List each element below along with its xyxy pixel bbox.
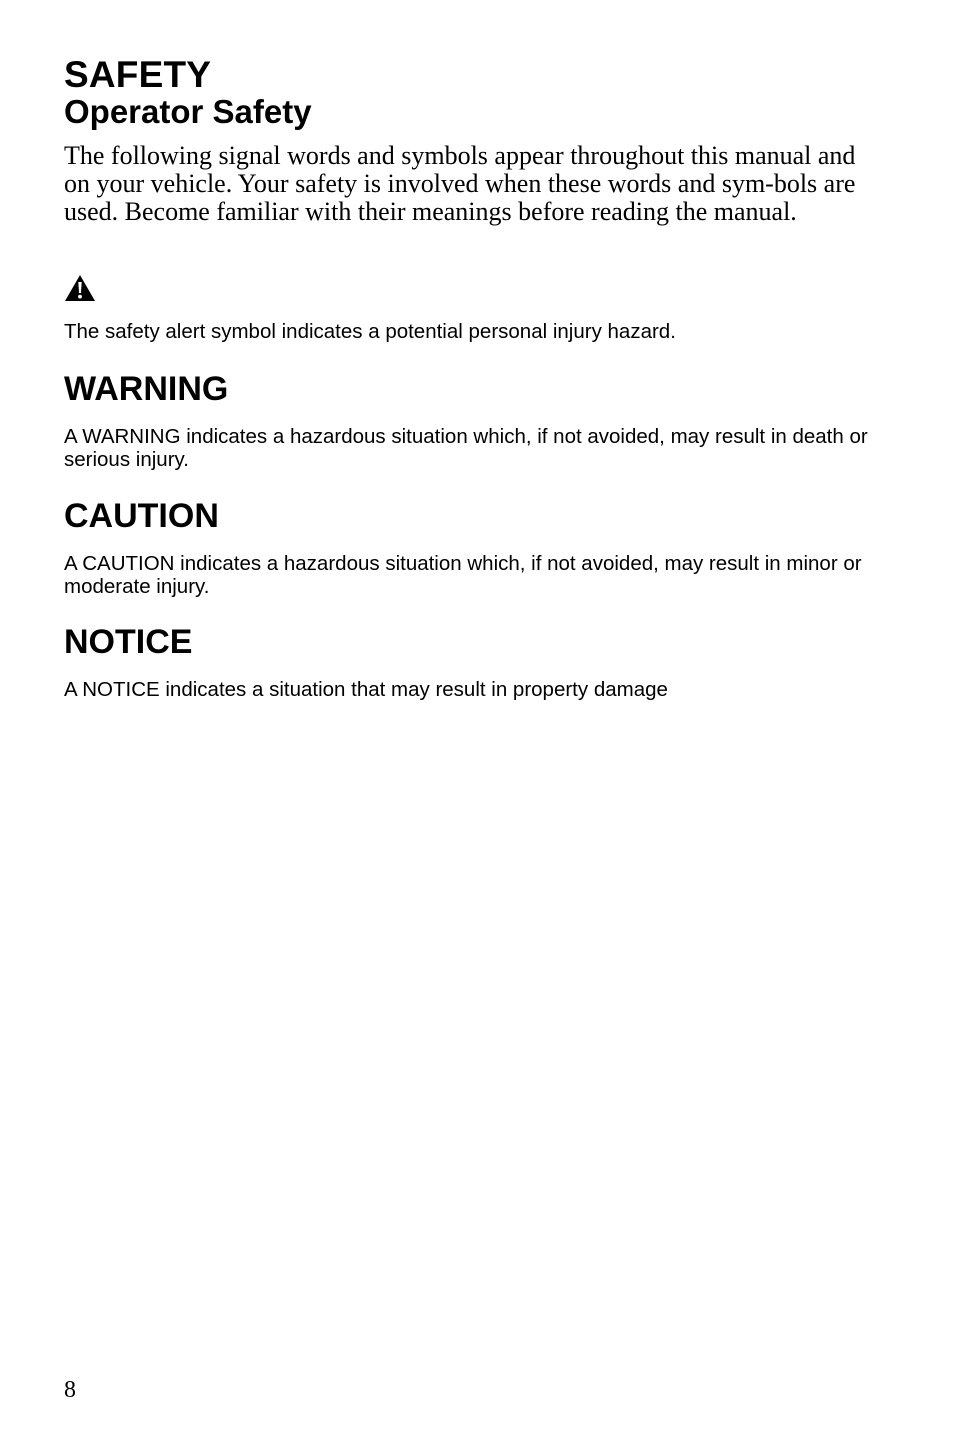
warning-description: A WARNING indicates a hazardous situation which, if not avoided, may result in death or serious injury.	[64, 425, 868, 471]
manual-page	[64, 0, 884, 1454]
warning-heading: WARNING	[64, 370, 229, 408]
section-subtitle: Operator Safety	[64, 93, 312, 130]
notice-heading: NOTICE	[64, 623, 193, 661]
page-number: 8	[64, 1377, 76, 1403]
page-title: SAFETY	[64, 54, 212, 95]
notice-description: A NOTICE indicates a situation that may result in property damage	[64, 678, 668, 701]
safety-alert-triangle-icon	[64, 274, 96, 302]
caution-description: A CAUTION indicates a hazardous situation which, if not avoided, may result in minor or moderate injury.	[64, 552, 862, 598]
intro-paragraph: The following signal words and symbols appear throughout this manual and on your vehicle. Your safety is involved when these words and sym-bols are used. Become familiar with their meanings before reading the manual.	[64, 141, 856, 226]
alert-symbol-description: The safety alert symbol indicates a potential personal injury hazard.	[64, 320, 676, 343]
caution-heading: CAUTION	[64, 497, 219, 535]
